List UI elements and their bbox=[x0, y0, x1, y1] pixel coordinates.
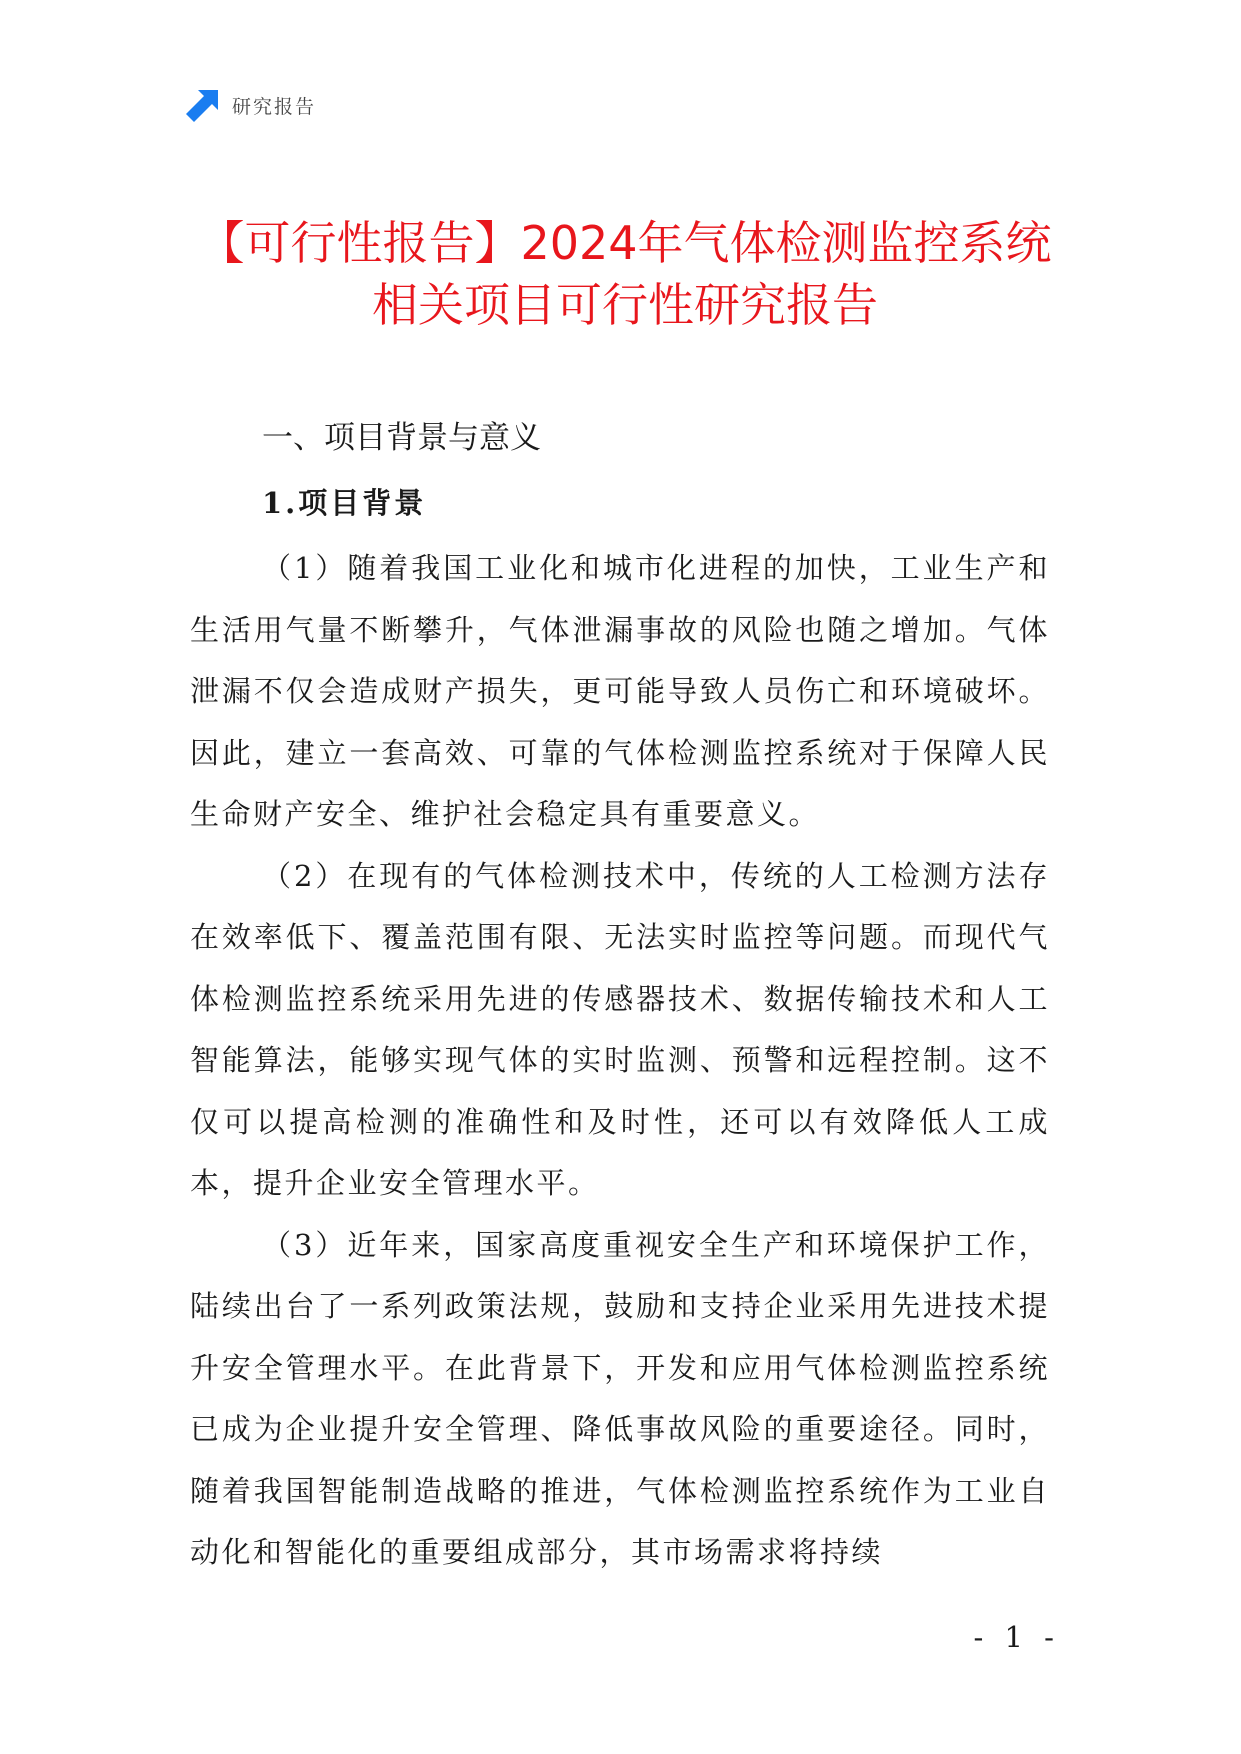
document-title: 【可行性报告】2024年气体检测监控系统相关项目可行性研究报告 bbox=[198, 216, 1052, 332]
section-heading: 一、项目背景与意义 bbox=[262, 420, 541, 456]
page-number: - 1 - bbox=[973, 1620, 1060, 1654]
header-label: 研究报告 bbox=[232, 95, 317, 118]
paragraph-2: （2）在现有的气体检测技术中，传统的人工检测方法存在效率低下、覆盖范围有限、无法实时监控等问题。而现代气体检测监控系统采用先进的传感器技术、数据传输技术和人工智能算法，能够实现气体的实时监测、预警和远程控制。这不仅可以提高检测的准确性和及时性，还可以有效降低人工成本，提升企业安全管理水平。 bbox=[190, 858, 1050, 1200]
paragraph-3: （3）近年来，国家高度重视安全生产和环境保护工作，陆续出台了一系列政策法规，鼓励和支持企业采用先进技术提升安全管理水平。在此背景下，开发和应用气体检测监控系统已成为企业提升安全管理、降低事故风险的重要途径。同时，随着我国智能制造战略的推进，气体检测监控系统作为工业自动化和智能化的重要组成部分，其市场需求将持续 bbox=[190, 1227, 1050, 1569]
arrow-up-right-icon bbox=[186, 88, 220, 122]
header bbox=[186, 88, 316, 122]
paragraph-1: （1）随着我国工业化和城市化进程的加快，工业生产和生活用气量不断攀升，气体泄漏事故的风险也随之增加。气体泄漏不仅会造成财产损失，更可能导致人员伤亡和环境破坏。因此，建立一套高效、可靠的气体检测监控系统对于保障人民生命财产安全、维护社会稳定具有重要意义。 bbox=[190, 551, 1050, 831]
subsection-heading: 1.项目背景 bbox=[262, 486, 427, 520]
body-text bbox=[190, 538, 1050, 1584]
